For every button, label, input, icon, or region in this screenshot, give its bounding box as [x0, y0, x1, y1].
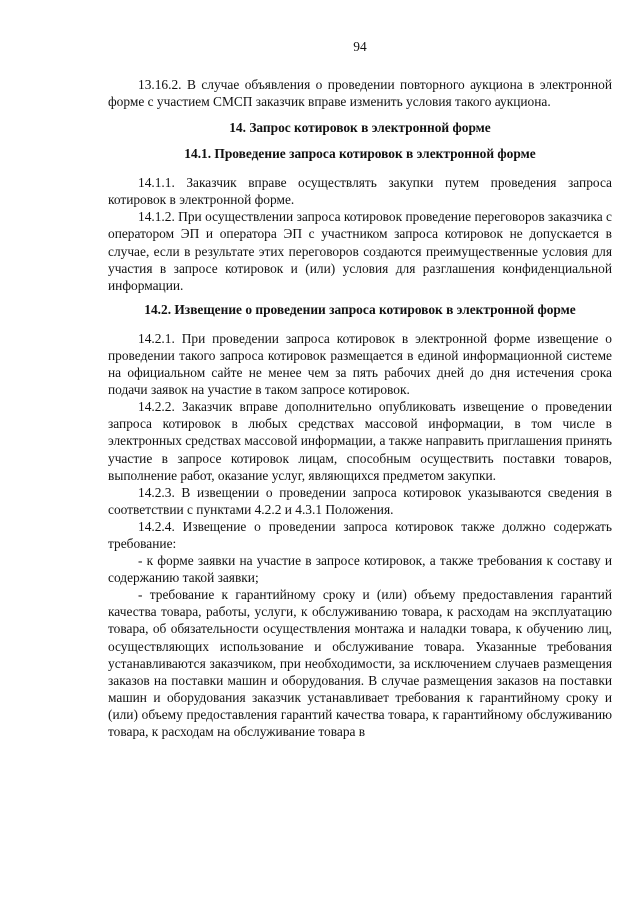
document-page	[108, 38, 612, 740]
list-item-form-requirements: - к форме заявки на участие в запросе котировок, а также требования к составу и содержанию такой заявки;	[108, 553, 612, 586]
subsection-14-2-title: 14.2. Извещение о проведении запроса котировок в электронной форме	[144, 301, 576, 317]
paragraph-14-1-2: 14.1.2. При осуществлении запроса котировок проведение переговоров заказчика с оператором ЭП и оператора ЭП с участником запроса котировок не допускается в случае, если в результате этих переговоров создаются преимущественные условия для участия в запросе котировок и (или) условия для разглашения конфиденциальной информации.	[108, 209, 612, 293]
page-number: 94	[353, 39, 367, 54]
section-14-title: 14. Запрос котировок в электронной форме	[229, 120, 491, 136]
list-item-warranty-requirements: - требование к гарантийному сроку и (или) объему предоставления гарантий качества товара, работы, услуги, к обслуживанию товара, к расходам на эксплуатацию товара, об обязательности осуществления монтажа и наладки товара, к обучению лиц, осуществляющих использование и обслуживание товара. Указанные требования устанавливаются заказчиком, при необходимости, за исключением случаев размещения заказов на поставки машин и оборудования. В случае размещения заказов на поставки машин и оборудования заказчик устанавливает требования к гарантийному сроку и (или) объему предоставления гарантий качества товара, к гарантийному обслуживанию товара, к расходам на обслуживание товара в	[108, 587, 612, 739]
paragraph-14-2-3: 14.2.3. В извещении о проведении запроса котировок указываются сведения в соответствии с пунктами 4.2.2 и 4.3.1 Положения.	[108, 484, 612, 517]
subsection-14-1-title: 14.1. Проведение запроса котировок в электронной форме	[184, 146, 536, 162]
paragraph-14-2-1: 14.2.1. При проведении запроса котировок в электронной форме извещение о проведении такого запроса котировок размещается в единой информационной системе на официальном сайте не менее чем за пять рабочих дней до дня истечения срока подачи заявок на участие в таком запросе котировок.	[108, 330, 612, 398]
paragraph-14-2-4: 14.2.4. Извещение о проведении запроса котировок также должно содержать требование:	[108, 518, 612, 551]
paragraph-14-2-2: 14.2.2. Заказчик вправе дополнительно опубликовать извещение о проведении запроса котировок в любых средствах массовой информации, в том числе в электронных средствах массовой информации, а также направить приглашения принять участие в запросе котировок лицам, способным осуществить поставки товаров, выполнение работ, оказание услуг, являющихся предметом закупки.	[108, 399, 612, 483]
paragraph-13-16-2: 13.16.2. В случае объявления о проведении повторного аукциона в электронной форме с участием СМСП заказчик вправе изменить условия такого аукциона.	[108, 77, 612, 110]
paragraph-14-1-1: 14.1.1. Заказчик вправе осуществлять закупки путем проведения запроса котировок в электронной форме.	[108, 175, 612, 208]
